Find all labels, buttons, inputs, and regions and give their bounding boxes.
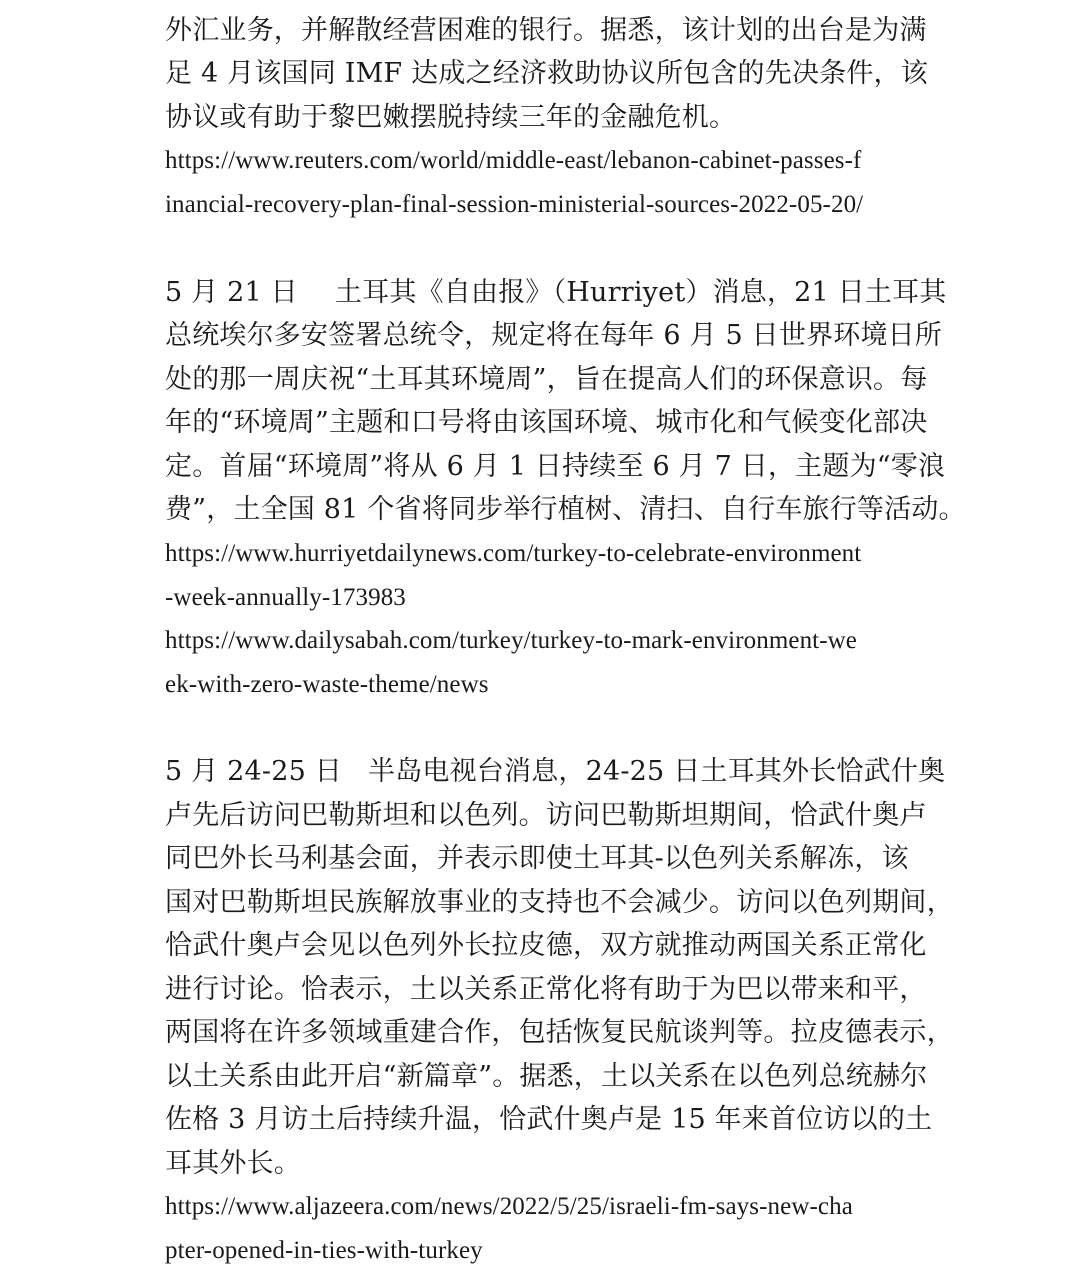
text-line: 年的“环境周”主题和口号将由该国环境、城市化和气候变化部决 [165, 407, 928, 438]
text-line: 费”，土全国 81 个省将同步举行植树、清扫、自行车旅行等活动。 [165, 494, 966, 525]
text-line: 佐格 3 月访土后持续升温，恰武什奥卢是 15 年来首位访以的土 [165, 1104, 933, 1135]
url-line: inancial-recovery-plan-final-session-ministerial-sources-2022-05-20/ [165, 191, 864, 218]
entry-first-line: 土耳其《自由报》（Hurriyet）消息，21 日土耳其 [335, 277, 947, 308]
url-line: https://www.dailysabah.com/turkey/turkey-to-mark-environment-we [165, 627, 857, 654]
text-line: 恰武什奥卢会见以色列外长拉皮德，双方就推动两国关系正常化 [165, 930, 927, 961]
text-line: 两国将在许多领域重建合作，包括恢复民航谈判等。拉皮德表示， [165, 1017, 954, 1048]
text-line: 进行讨论。恰表示，土以关系正常化将有助于为巴以带来和平， [165, 974, 927, 1005]
url-line: pter-opened-in-ties-with-turkey [165, 1237, 483, 1264]
url-line: ek-with-zero-waste-theme/news [165, 671, 489, 698]
entry-date: 5 月 21 日 [165, 277, 298, 308]
entry-first-line: 半岛电视台消息，24-25 日土耳其外长恰武什奥 [368, 756, 946, 787]
text-line: 总统埃尔多安签署总统令，规定将在每年 6 月 5 日世界环境日所 [165, 320, 943, 351]
text-line: 同巴外长马利基会面，并表示即使土耳其-以色列关系解冻，该 [165, 843, 909, 874]
text-line: 足 4 月该国同 IMF 达成之经济救助协议所包含的先决条件，该 [165, 58, 928, 89]
url-line: -week-annually-173983 [165, 584, 406, 611]
entry-date: 5 月 24-25 日 [165, 756, 342, 787]
text-line: 卢先后访问巴勒斯坦和以色列。访问巴勒斯坦期间，恰武什奥卢 [165, 800, 927, 831]
url-line: https://www.reuters.com/world/middle-east/lebanon-cabinet-passes-f [165, 147, 862, 174]
text-line: 国对巴勒斯坦民族解放事业的支持也不会减少。访问以色列期间， [165, 887, 954, 918]
url-line: https://www.hurriyetdailynews.com/turkey-to-celebrate-environment [165, 540, 862, 567]
text-line: 外汇业务，并解散经营困难的银行。据悉，该计划的出台是为满 [165, 15, 927, 46]
entry-heading-line [165, 750, 945, 794]
entry-heading-line [165, 271, 947, 315]
text-line: 以土关系由此开启“新篇章”。据悉，土以关系在以色列总统赫尔 [165, 1061, 928, 1092]
text-line: 定。首届“环境周”将从 6 月 1 日持续至 6 月 7 日，主题为“零浪 [165, 451, 946, 482]
text-line: 耳其外长。 [165, 1148, 301, 1179]
text-line: 处的那一周庆祝“土耳其环境周”，旨在提高人们的环保意识。每 [165, 364, 928, 395]
url-line: https://www.aljazeera.com/news/2022/5/25/israeli-fm-says-new-cha [165, 1193, 853, 1220]
text-line: 协议或有助于黎巴嫩摆脱持续三年的金融危机。 [165, 102, 737, 133]
